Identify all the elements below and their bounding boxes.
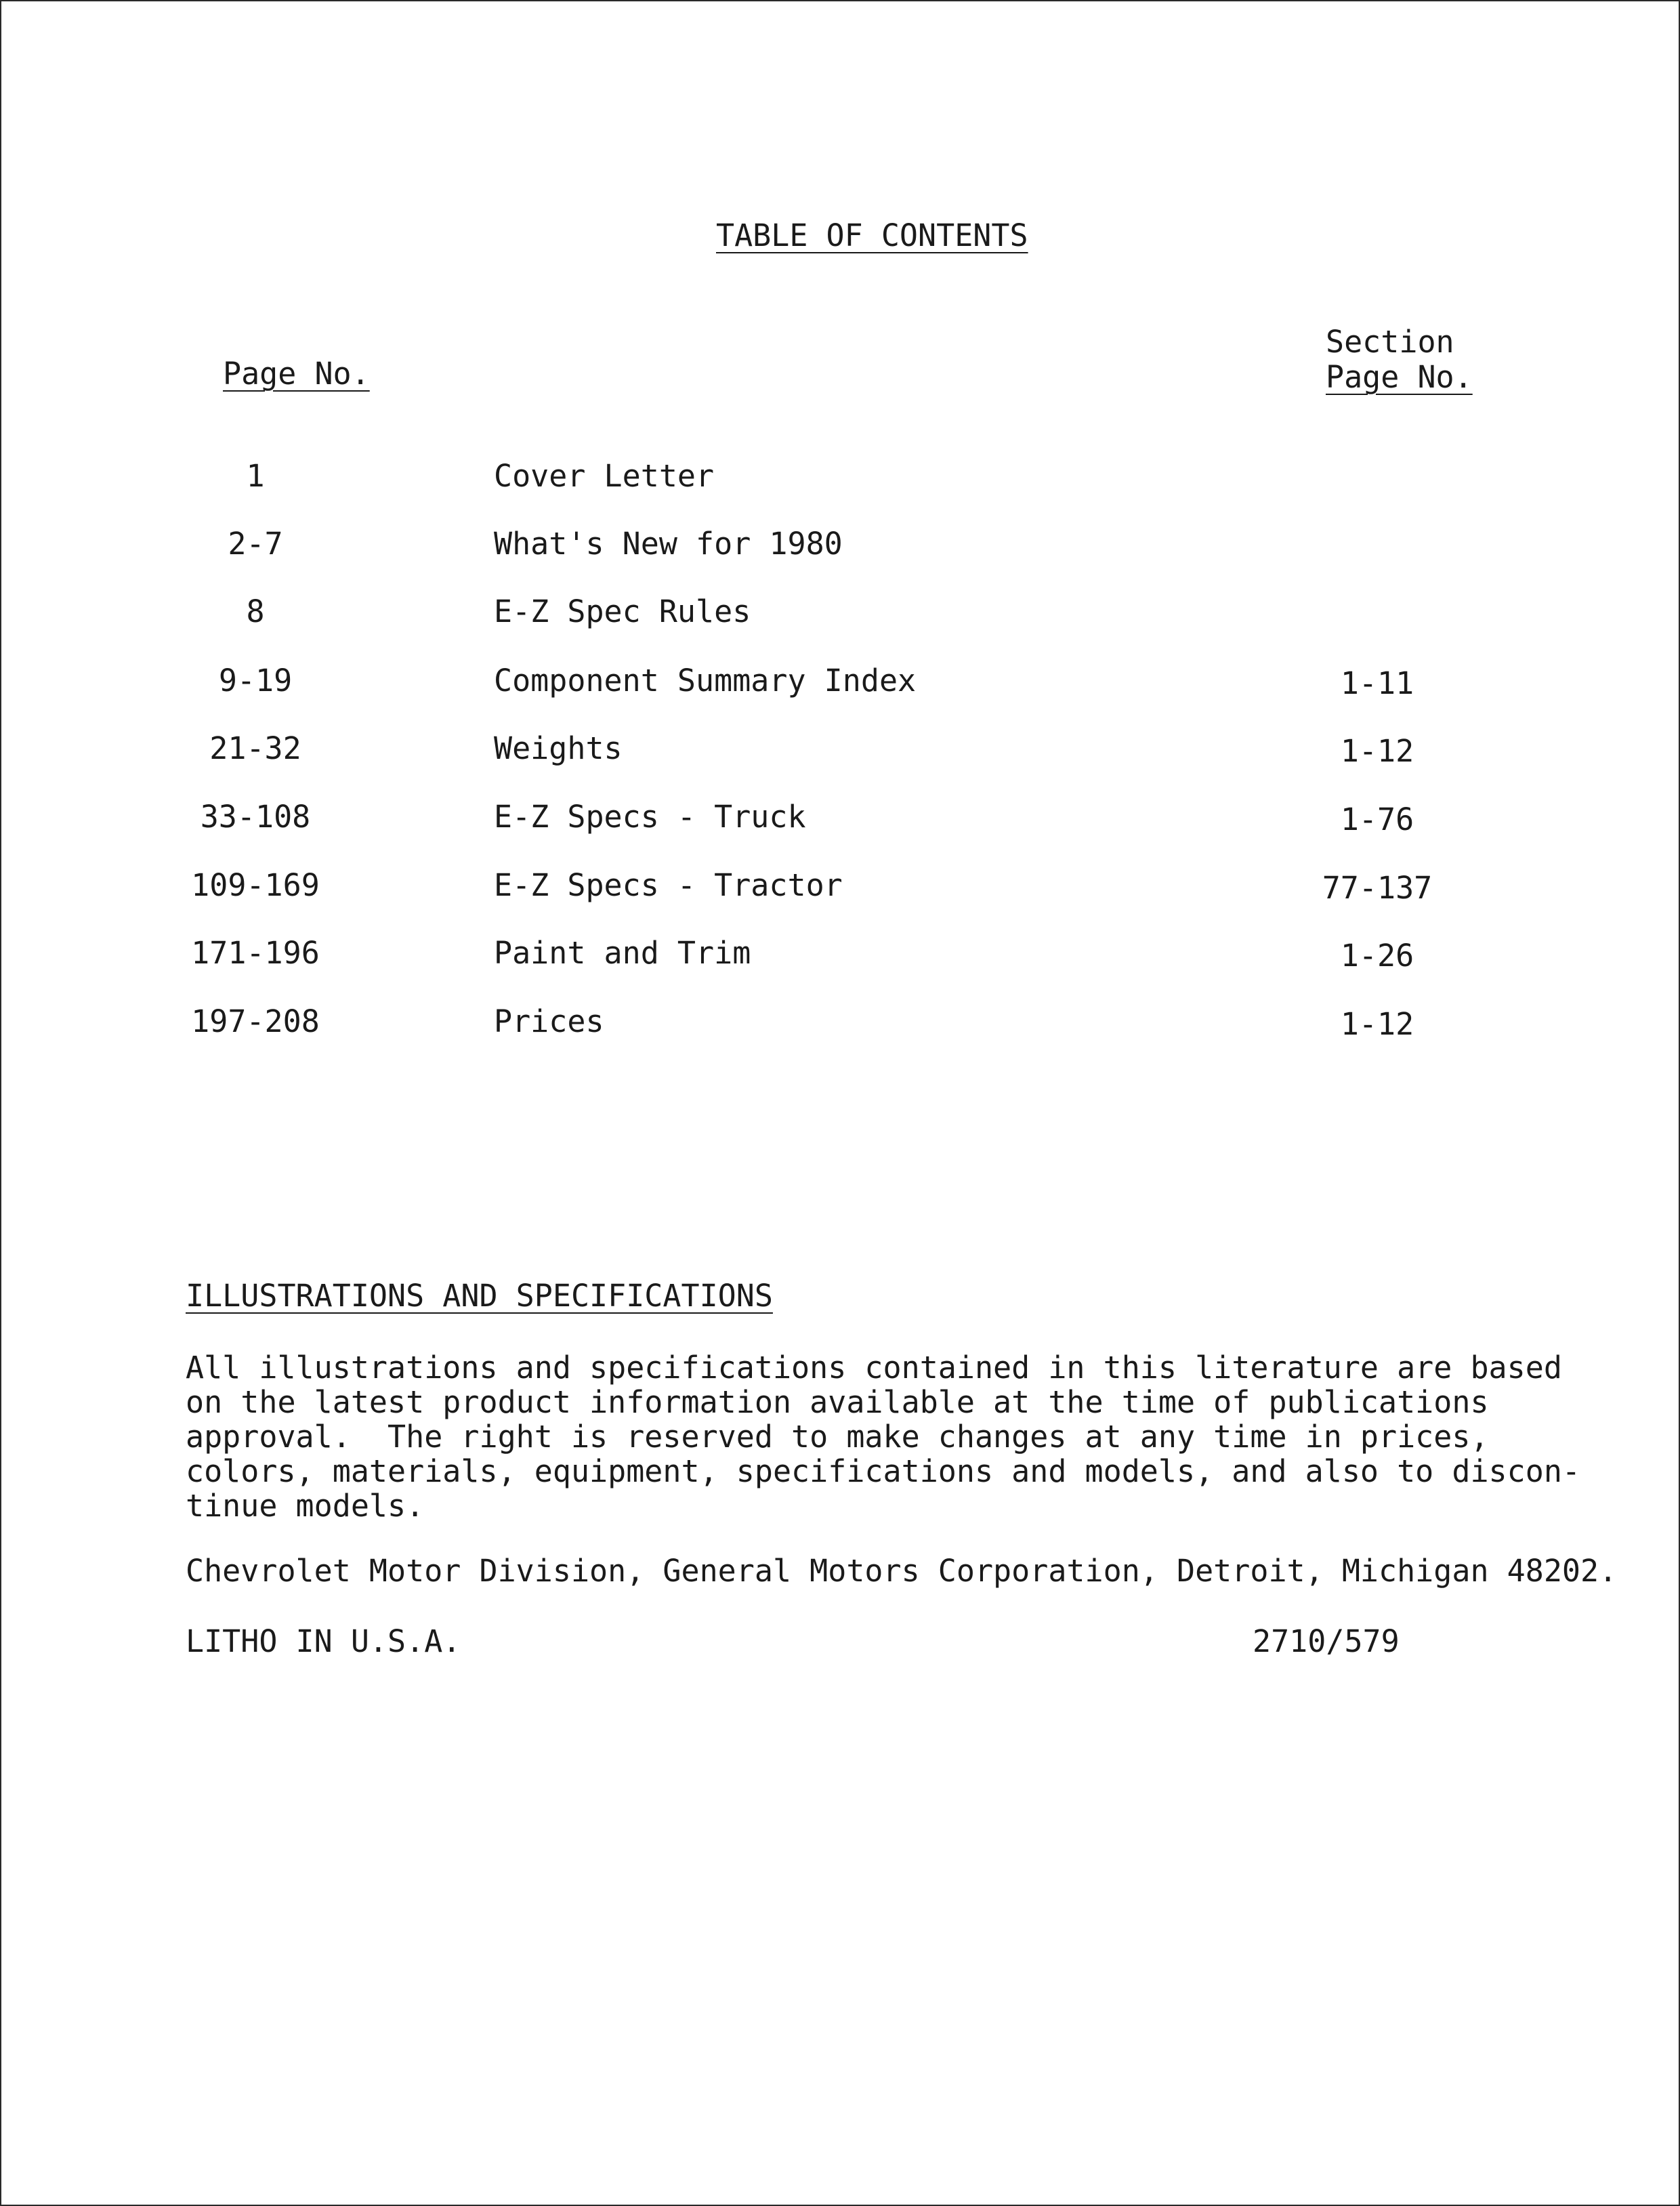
paragraph-line: approval. The right is reserved to make changes at any time in prices,: [186, 1419, 1489, 1455]
toc-page-range: 21-32: [209, 730, 301, 766]
toc-page-range: 8: [246, 594, 265, 629]
toc-row: [1, 1003, 1680, 1047]
toc-page-range: 109-169: [191, 867, 320, 903]
toc-row: [1, 935, 1680, 978]
toc-title: Component Summary Index: [494, 663, 917, 699]
page-title: TABLE OF CONTENTS: [716, 217, 1028, 253]
illustrations-heading: ILLUSTRATIONS AND SPECIFICATIONS: [186, 1278, 773, 1314]
toc-page-range: 9-19: [218, 663, 293, 699]
toc-title: Cover Letter: [494, 458, 715, 494]
paragraph-line: All illustrations and specifications contained in this literature are based: [186, 1350, 1562, 1386]
company-address: Chevrolet Motor Division, General Motors Corporation, Detroit, Michigan 48202.: [186, 1553, 1618, 1589]
toc-row: [1, 867, 1680, 911]
toc-page-range: 1: [246, 458, 265, 494]
paragraph-line: colors, materials, equipment, specifications and models, and also to discon-: [186, 1453, 1581, 1489]
toc-row: [1, 596, 1680, 637]
toc-page-range: 2-7: [228, 526, 283, 562]
toc-row: [1, 730, 1680, 774]
toc-title: Paint and Trim: [494, 935, 751, 971]
toc-page-range: 33-108: [200, 799, 311, 835]
toc-row: [1, 799, 1680, 842]
section-header-line1: Section: [1326, 324, 1454, 360]
illustrations-paragraph: [186, 1350, 1581, 1524]
toc-section-range: 1-12: [1340, 1006, 1414, 1042]
toc-title: E-Z Specs - Truck: [494, 799, 806, 835]
toc-row: [1, 528, 1680, 569]
toc-title: What's New for 1980: [494, 526, 843, 562]
toc-page-range: 197-208: [191, 1003, 320, 1039]
toc-section-range: 1-76: [1340, 802, 1414, 837]
paragraph-line: on the latest product information available at the time of publications: [186, 1384, 1489, 1420]
toc-section-range: 1-11: [1340, 665, 1414, 701]
toc-page-range: 171-196: [191, 935, 320, 971]
publication-code: 2710/579: [1253, 1623, 1400, 1659]
toc-title: Weights: [494, 730, 623, 766]
toc-section-range: 1-26: [1340, 938, 1414, 974]
toc-section-range: 77-137: [1322, 870, 1433, 906]
paragraph-line: tinue models.: [186, 1488, 425, 1524]
toc-title: E-Z Spec Rules: [494, 594, 751, 629]
toc-section-range: 1-12: [1340, 733, 1414, 769]
litho-notice: LITHO IN U.S.A.: [186, 1623, 461, 1659]
toc-row: [1, 458, 1680, 501]
toc-row: [1, 665, 1680, 706]
section-header-line2: Page No.: [1326, 359, 1473, 395]
toc-title: Prices: [494, 1003, 604, 1039]
page-no-header: Page No.: [223, 356, 370, 392]
toc-title: E-Z Specs - Tractor: [494, 867, 843, 903]
